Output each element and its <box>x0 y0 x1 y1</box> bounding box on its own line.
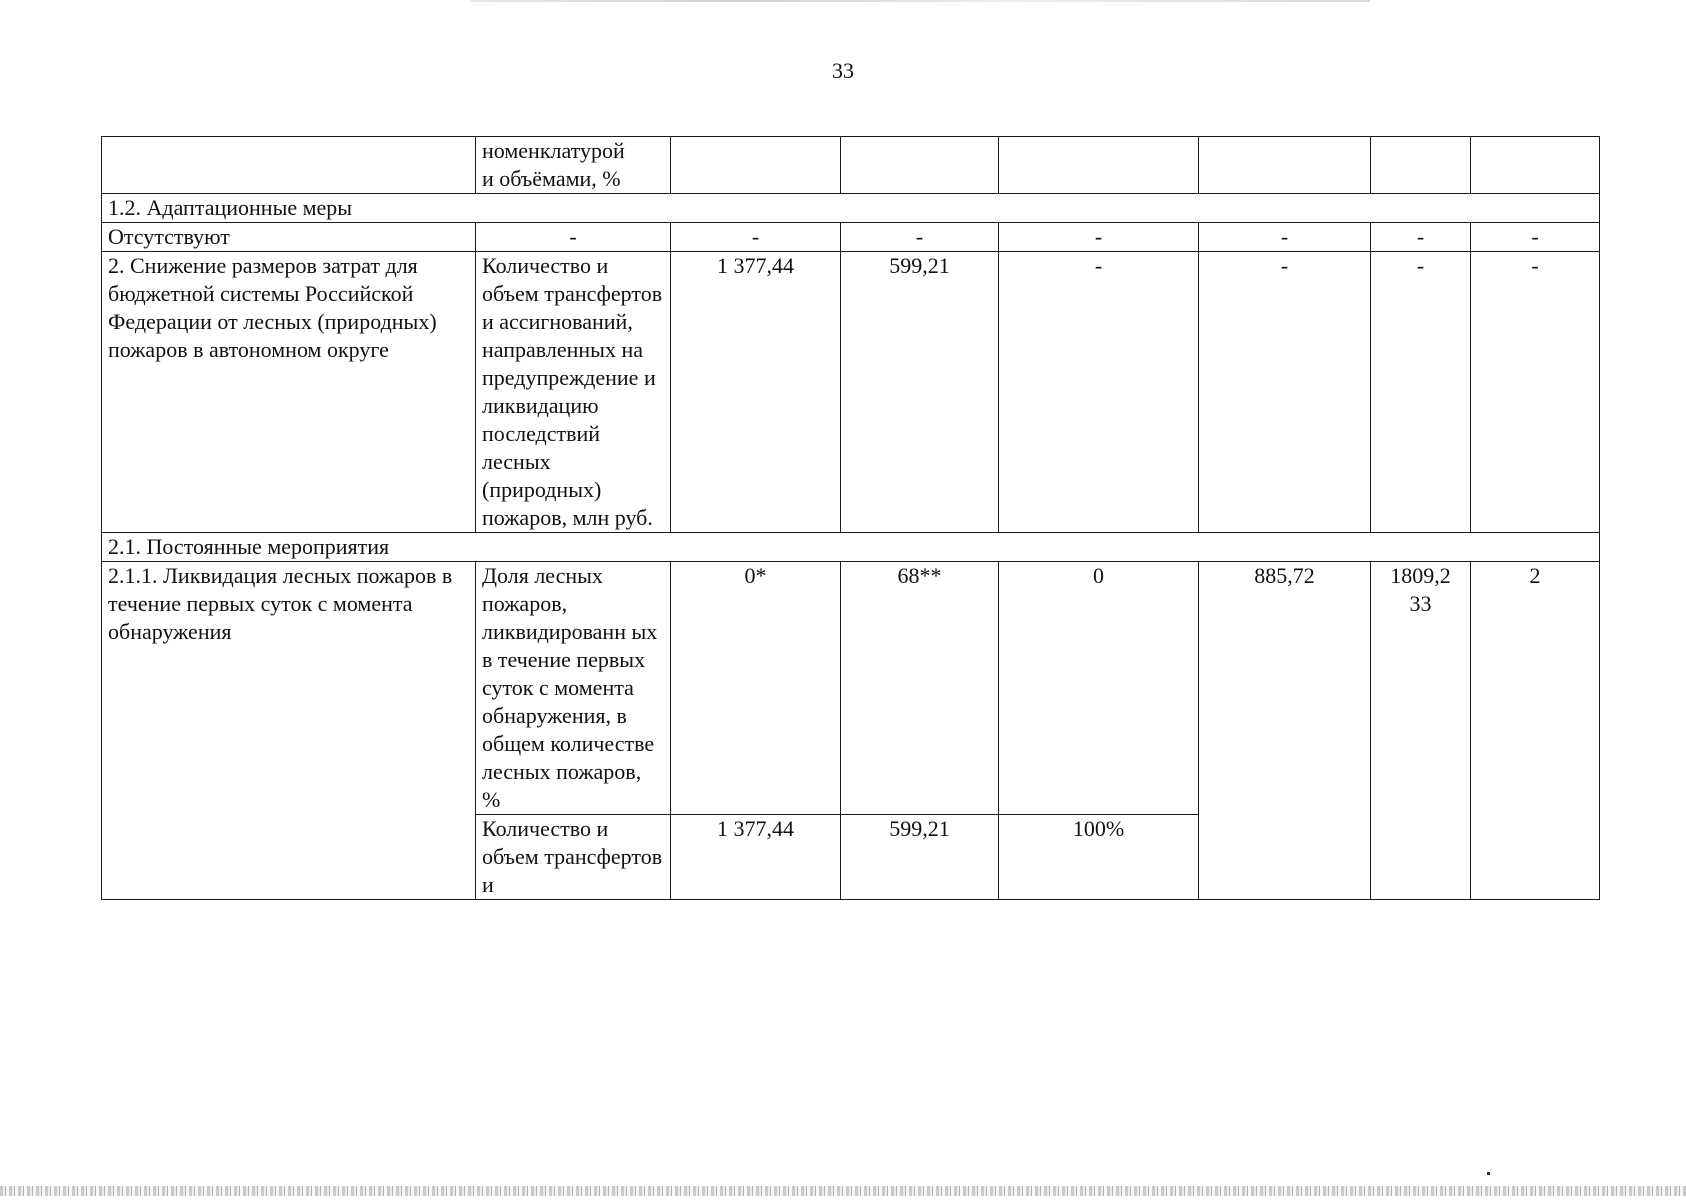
value-cell: - <box>1471 252 1600 533</box>
indicators-table <box>101 136 1600 900</box>
value-cell: - <box>999 223 1199 252</box>
value-cell: - <box>1371 223 1471 252</box>
value-cell: 1809,2 33 <box>1371 562 1471 900</box>
value-cell: - <box>1199 223 1371 252</box>
section-title: 1.2. Адаптационные меры <box>102 194 1600 223</box>
table-row <box>102 223 1600 252</box>
page-number: 33 <box>832 58 854 83</box>
indicator-cell: Количество и объем трансфертов и <box>476 815 671 900</box>
value-cell: - <box>999 252 1199 533</box>
indicator-cell: Количество и объем трансфертов и ассигнований, направленных на предупреждение и ликвидацию последствий лесных (природных) пожаров, млн руб. <box>476 252 671 533</box>
scan-speck <box>1487 1172 1490 1175</box>
value-cell: 2 <box>1471 562 1600 900</box>
cell-empty <box>841 137 999 194</box>
measure-cell: 2.1.1. Ликвидация лесных пожаров в течение первых суток с момента обнаружения <box>102 562 476 900</box>
cell-empty <box>671 137 841 194</box>
section-row <box>102 533 1600 562</box>
scan-artifact-top <box>470 0 1370 2</box>
value-cell: 1 377,44 <box>671 815 841 900</box>
cell-empty <box>1371 137 1471 194</box>
value-cell: 0* <box>671 562 841 815</box>
value-cell: 1 377,44 <box>671 252 841 533</box>
indicator-cell: номенклатурой и объёмами, % <box>476 137 671 194</box>
value-cell: 0 <box>999 562 1199 815</box>
section-title: 2.1. Постоянные мероприятия <box>102 533 1600 562</box>
value-cell: - <box>841 223 999 252</box>
value-cell: 100% <box>999 815 1199 900</box>
value-cell: 599,21 <box>841 815 999 900</box>
cell-empty <box>999 137 1199 194</box>
cell-empty <box>102 137 476 194</box>
cell-empty <box>1471 137 1600 194</box>
measure-cell: Отсутствуют <box>102 223 476 252</box>
table-row <box>102 252 1600 533</box>
value-cell: - <box>1471 223 1600 252</box>
scan-artifact-bottom <box>0 1186 1686 1196</box>
indicator-cell: Доля лесных пожаров, ликвидированн ых в течение первых суток с момента обнаружения, в общем количестве лесных пожаров, % <box>476 562 671 815</box>
value-cell: - <box>476 223 671 252</box>
value-cell: - <box>1199 252 1371 533</box>
value-cell: 885,72 <box>1199 562 1371 900</box>
value-cell: - <box>1371 252 1471 533</box>
cell-empty <box>1199 137 1371 194</box>
table-row <box>102 137 1600 194</box>
table-row <box>102 562 1600 815</box>
measure-cell: 2. Снижение размеров затрат для бюджетной системы Российской Федерации от лесных (природных) пожаров в автономном округе <box>102 252 476 533</box>
value-cell: 599,21 <box>841 252 999 533</box>
value-cell: - <box>671 223 841 252</box>
section-row <box>102 194 1600 223</box>
value-cell: 68** <box>841 562 999 815</box>
